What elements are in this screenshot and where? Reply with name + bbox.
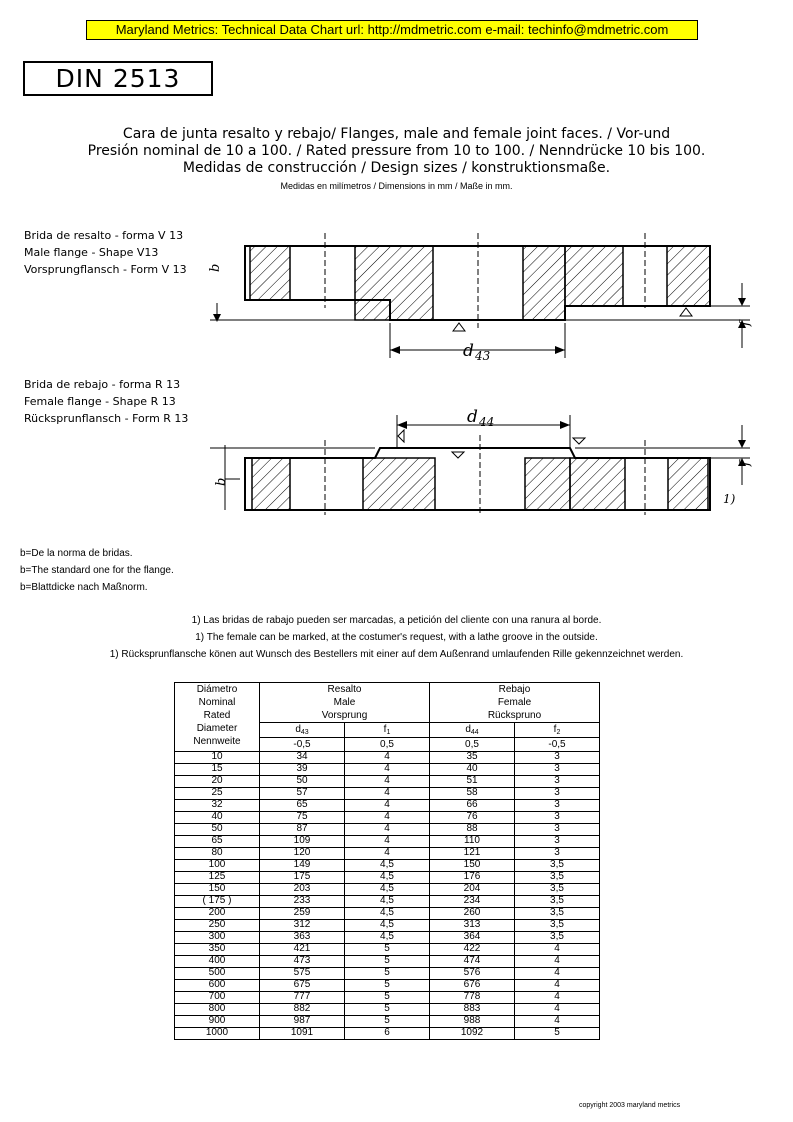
col-f1-header xyxy=(345,723,430,738)
col-d43-header xyxy=(260,723,345,738)
table-cell: 3,5 xyxy=(515,920,600,932)
table-cell: 988 xyxy=(430,1016,515,1028)
table-cell: 883 xyxy=(430,1004,515,1016)
table-cell: 4,5 xyxy=(345,920,430,932)
nominal-header-line: Diameter xyxy=(196,723,238,734)
table-row xyxy=(175,944,600,956)
tolerance-cell: -0,5 xyxy=(515,738,600,752)
table-cell: 312 xyxy=(260,920,345,932)
table-cell: 363 xyxy=(260,932,345,944)
table-cell: 234 xyxy=(430,896,515,908)
female-header-line: Female xyxy=(497,697,532,708)
table-cell: 5 xyxy=(345,956,430,968)
male-header-line: Vorsprung xyxy=(321,710,368,721)
table-cell: 5 xyxy=(345,992,430,1004)
female-flange-caption xyxy=(24,376,188,427)
dimensions-table xyxy=(174,682,600,1040)
table-row xyxy=(175,1004,600,1016)
female-section-3 xyxy=(525,458,570,510)
table-cell: 5 xyxy=(345,944,430,956)
table-row xyxy=(175,860,600,872)
groove-note-es: 1) Las bridas de rabajo pueden ser marcadas, a petición del cliente con una ranura al borde. xyxy=(191,615,602,626)
table-cell: 50 xyxy=(260,776,345,788)
table-cell: 66 xyxy=(430,800,515,812)
table-cell: 700 xyxy=(175,992,260,1004)
table-cell: 5 xyxy=(345,968,430,980)
table-cell: 4 xyxy=(515,1004,600,1016)
female-header-line: Rückspruno xyxy=(487,710,542,721)
table-cell: 313 xyxy=(430,920,515,932)
table-cell: 5 xyxy=(345,980,430,992)
table-cell: 400 xyxy=(175,956,260,968)
table-row xyxy=(175,908,600,920)
table-cell: 80 xyxy=(175,848,260,860)
table-cell: 4 xyxy=(345,836,430,848)
tolerance-cell: 0,5 xyxy=(430,738,515,752)
col-header-sub: 2 xyxy=(556,729,561,736)
table-cell: 204 xyxy=(430,884,515,896)
table-cell: 3,5 xyxy=(515,908,600,920)
female-section-1 xyxy=(252,458,290,510)
table-cell: 100 xyxy=(175,860,260,872)
table-cell: 1091 xyxy=(260,1028,345,1040)
table-row xyxy=(175,1028,600,1040)
table-cell: 4 xyxy=(515,1016,600,1028)
table-cell: 32 xyxy=(175,800,260,812)
male-d43-label: d xyxy=(463,341,474,361)
table-cell: 777 xyxy=(260,992,345,1004)
table-cell: 65 xyxy=(175,836,260,848)
table-cell: 120 xyxy=(260,848,345,860)
b-notes xyxy=(20,545,174,596)
table-cell: 200 xyxy=(175,908,260,920)
table-cell: 4 xyxy=(515,980,600,992)
table-cell: 75 xyxy=(260,812,345,824)
male-flange-diagram xyxy=(205,228,765,368)
table-cell: 778 xyxy=(430,992,515,1004)
units-note: Medidas en milímetros / Dimensions in mm / Maße in mm. xyxy=(280,181,513,191)
col-header-sub: 43 xyxy=(300,729,309,736)
col-header-label: f xyxy=(553,724,557,735)
male-section-5 xyxy=(667,246,710,306)
title-line-1: Cara de junta resalto y rebajo/ Flanges, male and female joint faces. / Vor-und xyxy=(122,126,671,142)
table-cell: 176 xyxy=(430,872,515,884)
male-section-4 xyxy=(565,246,623,306)
table-cell: 4 xyxy=(515,956,600,968)
table-row xyxy=(175,956,600,968)
table-cell: 882 xyxy=(260,1004,345,1016)
table-cell: 3,5 xyxy=(515,896,600,908)
table-row xyxy=(175,824,600,836)
table-cell: 50 xyxy=(175,824,260,836)
table-cell: 250 xyxy=(175,920,260,932)
table-cell: 4 xyxy=(345,776,430,788)
table-cell: 110 xyxy=(430,836,515,848)
table-row xyxy=(175,848,600,860)
male-header-line: Male xyxy=(333,697,356,708)
female-f-label: f xyxy=(738,461,753,466)
table-cell: 4,5 xyxy=(345,872,430,884)
b-note-es: b=De la norma de bridas. xyxy=(20,548,133,559)
table-cell: 5 xyxy=(515,1028,600,1040)
table-cell: 4 xyxy=(345,788,430,800)
male-caption-es: Brida de resalto - forma V 13 xyxy=(24,229,184,242)
table-cell: 576 xyxy=(430,968,515,980)
female-header xyxy=(430,683,600,723)
col-header-label: d xyxy=(465,724,471,735)
table-cell: 3,5 xyxy=(515,860,600,872)
table-cell: 65 xyxy=(260,800,345,812)
table-cell: 422 xyxy=(430,944,515,956)
table-cell: 3,5 xyxy=(515,872,600,884)
table-cell: 3 xyxy=(515,800,600,812)
female-header-line: Rebajo xyxy=(498,684,531,695)
table-cell: 259 xyxy=(260,908,345,920)
tolerance-cell: -0,5 xyxy=(260,738,345,752)
table-cell: 575 xyxy=(260,968,345,980)
table-cell: 76 xyxy=(430,812,515,824)
table-cell: ( 175 ) xyxy=(175,896,260,908)
table-cell: 3 xyxy=(515,812,600,824)
table-cell: 15 xyxy=(175,764,260,776)
table-cell: 125 xyxy=(175,872,260,884)
female-caption-en: Female flange - Shape R 13 xyxy=(24,395,176,408)
table-cell: 10 xyxy=(175,752,260,764)
table-row xyxy=(175,992,600,1004)
female-flange-diagram xyxy=(205,400,765,525)
table-cell: 20 xyxy=(175,776,260,788)
table-cell: 5 xyxy=(345,1004,430,1016)
table-cell: 4,5 xyxy=(345,908,430,920)
table-row xyxy=(175,752,600,764)
female-section-5 xyxy=(668,458,708,510)
table-cell: 25 xyxy=(175,788,260,800)
table-cell: 4 xyxy=(345,848,430,860)
groove-notes xyxy=(0,612,793,663)
title-line-2: Presión nominal de 10 a 100. / Rated pressure from 10 to 100. / Nenndrücke 10 bis 100. xyxy=(87,143,706,159)
female-section-2 xyxy=(363,458,435,510)
table-cell: 4 xyxy=(345,824,430,836)
female-caption-es: Brida de rebajo - forma R 13 xyxy=(24,378,181,391)
table-cell: 203 xyxy=(260,884,345,896)
table-cell: 51 xyxy=(430,776,515,788)
table-row xyxy=(175,872,600,884)
nominal-header-line: Nennweite xyxy=(193,736,241,747)
b-note-de: b=Blattdicke nach Maßnorm. xyxy=(20,582,148,593)
tolerance-cell: 0,5 xyxy=(345,738,430,752)
table-cell: 4,5 xyxy=(345,860,430,872)
nominal-header-line: Nominal xyxy=(198,697,236,708)
table-cell: 1092 xyxy=(430,1028,515,1040)
table-cell: 149 xyxy=(260,860,345,872)
male-f-label: f xyxy=(738,321,753,326)
table-cell: 3 xyxy=(515,776,600,788)
table-row xyxy=(175,1016,600,1028)
groove-note-en: 1) The female can be marked, at the costumer's request, with a lathe groove in the outside. xyxy=(195,632,598,643)
table-cell: 58 xyxy=(430,788,515,800)
header-banner: Maryland Metrics: Technical Data Chart url: http://mdmetric.com e-mail: techinfo@mdmetric.com xyxy=(86,20,698,40)
nominal-header-line: Rated xyxy=(203,710,231,721)
table-cell: 6 xyxy=(345,1028,430,1040)
table-row xyxy=(175,776,600,788)
table-cell: 421 xyxy=(260,944,345,956)
table-cell: 3 xyxy=(515,788,600,800)
col-f2-header xyxy=(515,723,600,738)
table-cell: 364 xyxy=(430,932,515,944)
table-cell: 4 xyxy=(515,992,600,1004)
col-header-label: f xyxy=(383,724,387,735)
table-cell: 40 xyxy=(175,812,260,824)
female-section-4 xyxy=(570,458,625,510)
table-cell: 35 xyxy=(430,752,515,764)
table-cell: 4,5 xyxy=(345,932,430,944)
table-cell: 57 xyxy=(260,788,345,800)
col-header-sub: 1 xyxy=(386,729,391,736)
table-cell: 34 xyxy=(260,752,345,764)
male-header-line: Resalto xyxy=(327,684,362,695)
table-cell: 900 xyxy=(175,1016,260,1028)
col-header-label: d xyxy=(295,724,301,735)
title-line-3: Medidas de construcción / Design sizes / konstruktionsmaße. xyxy=(182,160,611,176)
table-cell: 4,5 xyxy=(345,884,430,896)
table-cell: 39 xyxy=(260,764,345,776)
table-cell: 600 xyxy=(175,980,260,992)
table-cell: 3,5 xyxy=(515,884,600,896)
table-cell: 4 xyxy=(345,812,430,824)
table-cell: 175 xyxy=(260,872,345,884)
table-cell: 3 xyxy=(515,848,600,860)
table-cell: 300 xyxy=(175,932,260,944)
table-row xyxy=(175,788,600,800)
table-row xyxy=(175,812,600,824)
table-cell: 675 xyxy=(260,980,345,992)
female-b-label: b xyxy=(214,477,229,486)
copyright: copyright 2003 maryland metrics xyxy=(579,1102,681,1109)
table-row xyxy=(175,836,600,848)
table-row xyxy=(175,896,600,908)
table-cell: 121 xyxy=(430,848,515,860)
b-note-en: b=The standard one for the flange. xyxy=(20,565,174,576)
table-cell: 500 xyxy=(175,968,260,980)
table-cell: 474 xyxy=(430,956,515,968)
female-caption-de: Rücksprunflansch - Form R 13 xyxy=(24,412,189,425)
male-section-2 xyxy=(355,246,433,320)
table-cell: 4 xyxy=(345,800,430,812)
col-header-sub: 44 xyxy=(470,729,479,736)
table-cell: 676 xyxy=(430,980,515,992)
table-cell: 4 xyxy=(515,944,600,956)
table-cell: 473 xyxy=(260,956,345,968)
table-row xyxy=(175,920,600,932)
table-row xyxy=(175,800,600,812)
male-caption-de: Vorsprungflansch - Form V 13 xyxy=(24,263,187,276)
table-row xyxy=(175,884,600,896)
table-row xyxy=(175,932,600,944)
male-header xyxy=(260,683,430,723)
nominal-header-line: Diámetro xyxy=(196,684,238,695)
groove-mark: 1) xyxy=(723,492,736,506)
table-cell: 3,5 xyxy=(515,932,600,944)
male-d43-sub: 43 xyxy=(475,349,491,363)
table-row xyxy=(175,968,600,980)
table-cell: 4 xyxy=(345,752,430,764)
female-d44-sub: 44 xyxy=(479,415,495,429)
table-cell: 150 xyxy=(175,884,260,896)
female-d44-label: d xyxy=(467,407,478,427)
table-cell: 3 xyxy=(515,824,600,836)
male-section-1 xyxy=(250,246,290,300)
table-cell: 987 xyxy=(260,1016,345,1028)
table-cell: 4 xyxy=(515,968,600,980)
table-cell: 4,5 xyxy=(345,896,430,908)
table-cell: 800 xyxy=(175,1004,260,1016)
table-cell: 40 xyxy=(430,764,515,776)
table-cell: 150 xyxy=(430,860,515,872)
col-d44-header xyxy=(430,723,515,738)
male-section-3 xyxy=(523,246,565,320)
table-cell: 260 xyxy=(430,908,515,920)
table-cell: 350 xyxy=(175,944,260,956)
male-flange-caption xyxy=(24,227,187,278)
document-id: DIN 2513 xyxy=(23,61,213,96)
table-body xyxy=(175,752,600,1040)
table-cell: 4 xyxy=(345,764,430,776)
table-cell: 109 xyxy=(260,836,345,848)
table-cell: 3 xyxy=(515,836,600,848)
table-cell: 5 xyxy=(345,1016,430,1028)
table-cell: 87 xyxy=(260,824,345,836)
table-row xyxy=(175,980,600,992)
table-cell: 3 xyxy=(515,764,600,776)
table-cell: 3 xyxy=(515,752,600,764)
nominal-header xyxy=(175,683,260,752)
table-cell: 1000 xyxy=(175,1028,260,1040)
groove-note-de: 1) Rücksprunflansche könen aut Wunsch des Bestellers mit einer auf dem Außenrand umlaufenden Rille gekennzeichnet werden. xyxy=(109,649,684,660)
table-cell: 233 xyxy=(260,896,345,908)
table-cell: 88 xyxy=(430,824,515,836)
male-caption-en: Male flange - Shape V13 xyxy=(24,246,159,259)
table-row xyxy=(175,764,600,776)
male-b-label: b xyxy=(208,263,223,272)
